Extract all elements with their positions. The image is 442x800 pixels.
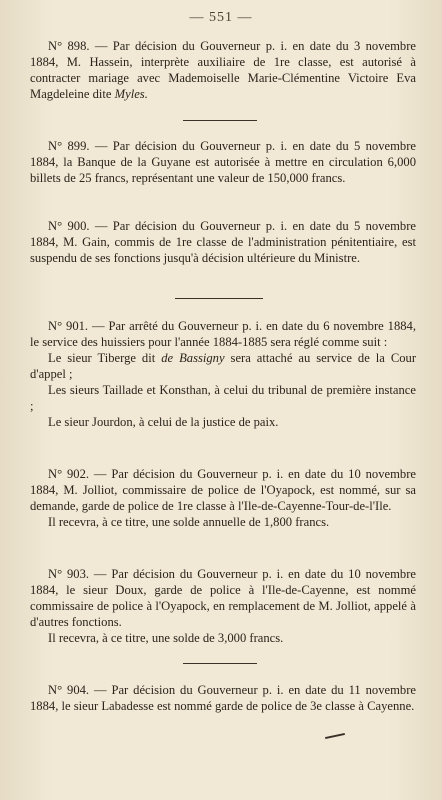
decision-904 [30,682,416,714]
decision-898-italic: Myles. [114,87,148,101]
decision-901-intro: N° 901. — Par arrêté du Gouverneur p. i. en date du 6 novembre 1884, le service des huissiers pour l'année 1884-1885 sera réglé comme suit : [30,319,416,349]
decision-903-text: N° 903. — Par décision du Gouverneur p. i. en date du 10 novembre 1884, le sieur Doux, garde de police à l'Ile-de-Cayenne, est nommé commissaire de police à l'Oyapock, en remplacement de M. Jolliot, appelé à d'autres fonctions. [30,567,416,629]
decision-899-text: N° 899. — Par décision du Gouverneur p. i. en date du 5 novembre 1884, la Banque de la Guyane est autorisée à mettre en circulation 6,000 billets de 25 francs, représentant une valeur de 150,000 francs. [30,139,416,185]
decision-899 [30,138,416,186]
page-number: — 551 — [189,10,253,25]
decision-900 [30,218,416,266]
decision-902-text: N° 902. — Par décision du Gouverneur p. i. en date du 10 novembre 1884, M. Jolliot, commissaire de police de l'Oyapock, est nommé, sur sa demande, garde de police de 1re classe à l'Ile-de-Cayenne-Tour-de-l'Ile. [30,467,416,513]
section-rule [175,298,263,299]
decision-900-text: N° 900. — Par décision du Gouverneur p. i. en date du 5 novembre 1884, M. Gain, commis de 1re classe de l'administration pénitentiaire, est suspendu de ses fonctions jusqu'à décision ultérieure du Ministre. [30,219,416,265]
decision-903 [30,566,416,646]
decision-902 [30,466,416,530]
decision-901-item: Les sieurs Taillade et Konsthan, à celui du tribunal de première instance ; [30,383,416,413]
decision-903-salary: Il recevra, à ce titre, une solde de 3,000 francs. [48,631,284,645]
decision-904-text: N° 904. — Par décision du Gouverneur p. i. en date du 11 novembre 1884, le sieur Labadesse est nommé garde de police de 3e classe à Cayenne. [30,683,416,713]
decision-898 [30,38,416,102]
section-rule [183,120,257,121]
ink-mark [325,733,345,739]
section-rule [183,663,257,664]
decision-901-item: Le sieur Jourdon, à celui de la justice de paix. [48,415,279,429]
decision-898-text: N° 898. — Par décision du Gouverneur p. i. en date du 3 novembre 1884, M. Hassein, interprète auxiliaire de 1re classe, est autorisé à contracter mariage avec Mademoiselle Marie-Clémentine Victoire Eva Magdeleine dite Myles. [30,39,416,101]
decision-901-italic: de Bassigny [161,351,225,365]
decision-901 [30,318,416,430]
decision-901-item: Le sieur Tiberge dit de Bassigny sera attaché au service de la Cour d'appel ; [30,351,417,381]
decision-902-salary: Il recevra, à ce titre, une solde annuelle de 1,800 francs. [48,515,330,529]
